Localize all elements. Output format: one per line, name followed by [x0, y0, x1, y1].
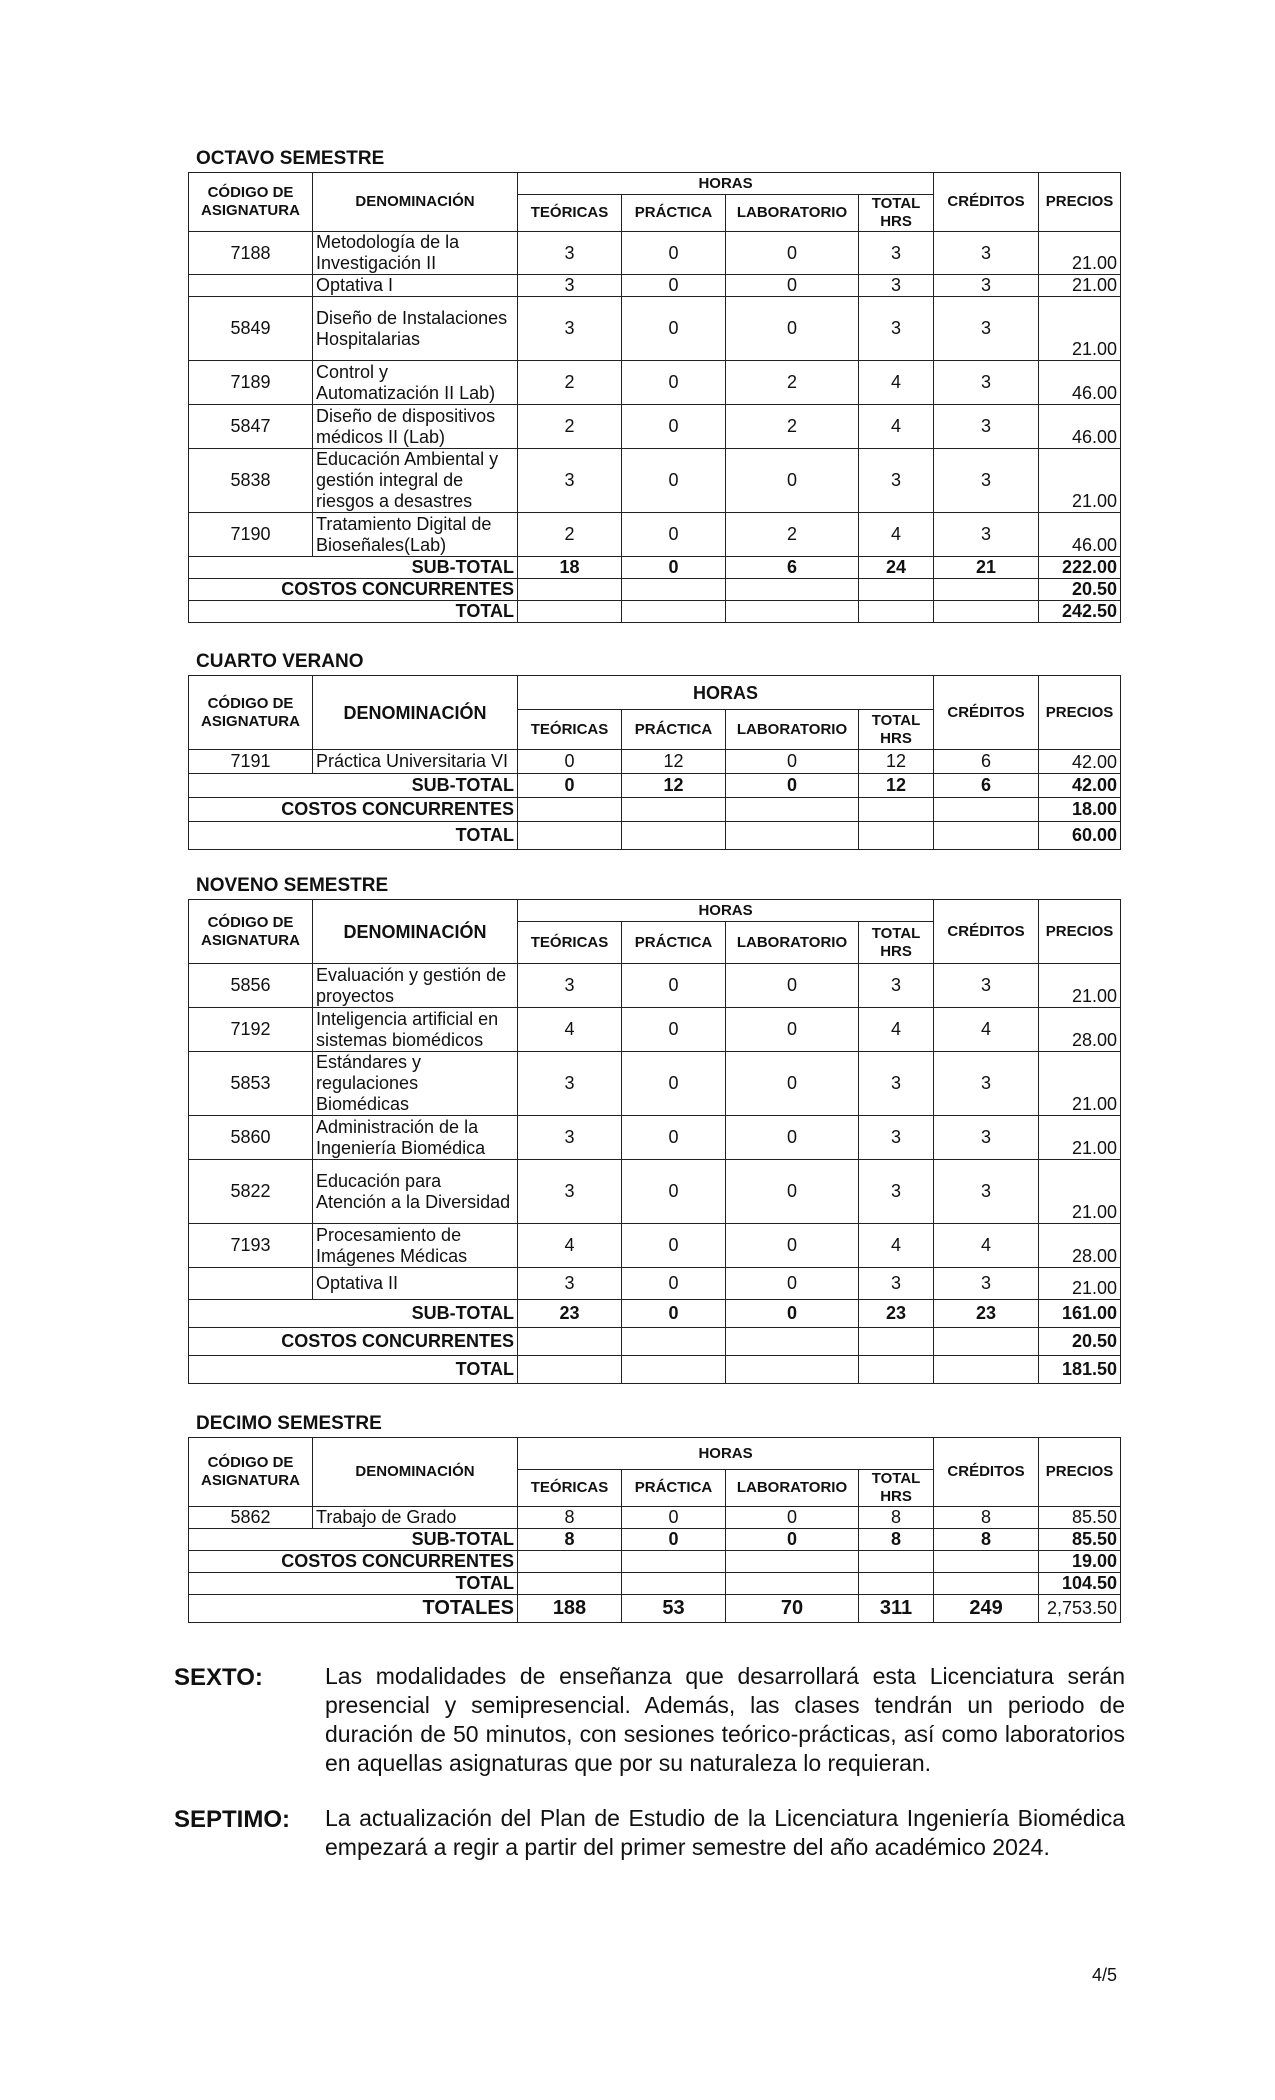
table-row — [189, 232, 1121, 275]
teoricas-value: 3 — [518, 1116, 622, 1160]
laboratorio-value: 0 — [726, 1116, 859, 1160]
section-title-verano: CUARTO VERANO — [196, 651, 364, 672]
creditos-value: 3 — [934, 275, 1039, 297]
precio-value: 46.00 — [1039, 405, 1121, 449]
subtotal-th: 12 — [859, 774, 934, 798]
precio-value: 21.00 — [1039, 964, 1121, 1008]
precio-value: 21.00 — [1039, 275, 1121, 297]
teoricas-value: 3 — [518, 1052, 622, 1116]
creditos-value: 3 — [934, 1116, 1039, 1160]
total-hrs-value: 3 — [859, 1116, 934, 1160]
creditos-value: 6 — [934, 750, 1039, 774]
costos-label: COSTOS CONCURRENTES — [189, 798, 518, 822]
total-label: TOTAL — [189, 1573, 518, 1595]
header-total-hrs: TOTAL HRS — [859, 922, 934, 964]
course-code — [189, 275, 313, 297]
precio-value: 21.00 — [1039, 232, 1121, 275]
header-horas: HORAS — [518, 900, 934, 922]
totales-price: 2,753.50 — [1039, 1595, 1121, 1623]
subtotal-price: 85.50 — [1039, 1529, 1121, 1551]
septimo-text: La actualización del Plan de Estudio de la Licenciatura Ingeniería Biomédica empezará a regir a partir del primer semestre del año académico 2024. — [325, 1805, 1125, 1860]
total-hrs-value: 12 — [859, 750, 934, 774]
course-name: Optativa II — [313, 1268, 518, 1300]
course-name: Educación Ambiental y gestión integral de riesgos a desastres — [313, 449, 518, 513]
course-code: 7190 — [189, 513, 313, 557]
total-hrs-value: 3 — [859, 964, 934, 1008]
totales-label: TOTALES — [189, 1595, 518, 1623]
laboratorio-value: 0 — [726, 297, 859, 361]
course-name: Inteligencia artificial en sistemas biomédicos — [313, 1008, 518, 1052]
subtotal-th: 23 — [859, 1300, 934, 1328]
total-hrs-value: 3 — [859, 1160, 934, 1224]
table-row — [189, 1268, 1121, 1300]
creditos-value: 3 — [934, 1052, 1039, 1116]
laboratorio-value: 0 — [726, 1507, 859, 1529]
course-name: Diseño de Instalaciones Hospitalarias — [313, 297, 518, 361]
subtotal-c: 8 — [934, 1529, 1039, 1551]
section-title-decimo: DECIMO SEMESTRE — [196, 1413, 382, 1434]
header-teoricas: TEÓRICAS — [518, 195, 622, 232]
header-practica: PRÁCTICA — [622, 1470, 726, 1507]
teoricas-value: 3 — [518, 275, 622, 297]
subtotal-t: 8 — [518, 1529, 622, 1551]
course-code: 5853 — [189, 1052, 313, 1116]
subtotal-p: 0 — [622, 1300, 726, 1328]
practica-value: 12 — [622, 750, 726, 774]
table-octavo — [188, 172, 1121, 623]
header-denominacion: DENOMINACIÓN — [313, 676, 518, 750]
creditos-value: 4 — [934, 1224, 1039, 1268]
header-precios: PRECIOS — [1039, 900, 1121, 964]
course-code: 7193 — [189, 1224, 313, 1268]
creditos-value: 3 — [934, 449, 1039, 513]
table-row — [189, 750, 1121, 774]
total-value: 242.50 — [1039, 601, 1121, 623]
totales-p: 53 — [622, 1595, 726, 1623]
header-teoricas: TEÓRICAS — [518, 1470, 622, 1507]
subtotal-th: 24 — [859, 557, 934, 579]
subtotal-t: 23 — [518, 1300, 622, 1328]
precio-value: 21.00 — [1039, 1052, 1121, 1116]
subtotal-t: 0 — [518, 774, 622, 798]
laboratorio-value: 0 — [726, 275, 859, 297]
precio-value: 21.00 — [1039, 297, 1121, 361]
laboratorio-value: 0 — [726, 1224, 859, 1268]
laboratorio-value: 0 — [726, 1008, 859, 1052]
header-total-hrs: TOTAL HRS — [859, 710, 934, 750]
laboratorio-value: 0 — [726, 1160, 859, 1224]
header-horas: HORAS — [518, 173, 934, 195]
precio-value: 46.00 — [1039, 513, 1121, 557]
course-name: Diseño de dispositivos médicos II (Lab) — [313, 405, 518, 449]
course-code: 7192 — [189, 1008, 313, 1052]
creditos-value: 8 — [934, 1507, 1039, 1529]
header-laboratorio: LABORATORIO — [726, 195, 859, 232]
header-creditos: CRÉDITOS — [934, 1438, 1039, 1507]
creditos-value: 3 — [934, 232, 1039, 275]
practica-value: 0 — [622, 275, 726, 297]
course-code: 7191 — [189, 750, 313, 774]
total-value: 104.50 — [1039, 1573, 1121, 1595]
header-laboratorio: LABORATORIO — [726, 922, 859, 964]
table-row — [189, 1160, 1121, 1224]
header-codigo: CÓDIGO DE ASIGNATURA — [189, 173, 313, 232]
costos-label: COSTOS CONCURRENTES — [189, 1551, 518, 1573]
practica-value: 0 — [622, 297, 726, 361]
laboratorio-value: 2 — [726, 513, 859, 557]
header-codigo: CÓDIGO DE ASIGNATURA — [189, 1438, 313, 1507]
course-code: 5860 — [189, 1116, 313, 1160]
subtotal-p: 12 — [622, 774, 726, 798]
laboratorio-value: 2 — [726, 405, 859, 449]
subtotal-p: 0 — [622, 557, 726, 579]
table-verano — [188, 675, 1121, 850]
creditos-value: 3 — [934, 361, 1039, 405]
laboratorio-value: 0 — [726, 750, 859, 774]
total-hrs-value: 4 — [859, 513, 934, 557]
practica-value: 0 — [622, 232, 726, 275]
laboratorio-value: 2 — [726, 361, 859, 405]
creditos-value: 3 — [934, 1160, 1039, 1224]
teoricas-value: 3 — [518, 297, 622, 361]
creditos-value: 3 — [934, 513, 1039, 557]
subtotal-label: SUB-TOTAL — [189, 774, 518, 798]
totales-c: 249 — [934, 1595, 1039, 1623]
course-code: 5838 — [189, 449, 313, 513]
practica-value: 0 — [622, 1160, 726, 1224]
subtotal-price: 42.00 — [1039, 774, 1121, 798]
costos-value: 20.50 — [1039, 579, 1121, 601]
sexto-label: SEXTO: — [174, 1664, 263, 1691]
header-practica: PRÁCTICA — [622, 922, 726, 964]
teoricas-value: 0 — [518, 750, 622, 774]
costos-value: 20.50 — [1039, 1328, 1121, 1356]
subtotal-price: 222.00 — [1039, 557, 1121, 579]
course-code: 5847 — [189, 405, 313, 449]
course-name: Tratamiento Digital de Bioseñales(Lab) — [313, 513, 518, 557]
total-hrs-value: 3 — [859, 275, 934, 297]
total-label: TOTAL — [189, 822, 518, 850]
teoricas-value: 3 — [518, 1160, 622, 1224]
header-teoricas: TEÓRICAS — [518, 710, 622, 750]
total-hrs-value: 4 — [859, 1224, 934, 1268]
header-creditos: CRÉDITOS — [934, 900, 1039, 964]
total-label: TOTAL — [189, 601, 518, 623]
course-code: 5856 — [189, 964, 313, 1008]
subtotal-c: 23 — [934, 1300, 1039, 1328]
total-hrs-value: 3 — [859, 1052, 934, 1116]
totales-t: 188 — [518, 1595, 622, 1623]
table-row — [189, 1116, 1121, 1160]
header-precios: PRECIOS — [1039, 1438, 1121, 1507]
total-hrs-value: 3 — [859, 449, 934, 513]
course-name: Metodología de la Investigación II — [313, 232, 518, 275]
practica-value: 0 — [622, 1268, 726, 1300]
course-name: Estándares y regulaciones Biomédicas — [313, 1052, 518, 1116]
laboratorio-value: 0 — [726, 964, 859, 1008]
course-code: 5822 — [189, 1160, 313, 1224]
header-creditos: CRÉDITOS — [934, 676, 1039, 750]
subtotal-t: 18 — [518, 557, 622, 579]
course-code: 5849 — [189, 297, 313, 361]
course-name: Administración de la Ingeniería Biomédica — [313, 1116, 518, 1160]
course-name: Educación para Atención a la Diversidad — [313, 1160, 518, 1224]
total-hrs-value: 4 — [859, 361, 934, 405]
creditos-value: 3 — [934, 405, 1039, 449]
creditos-value: 3 — [934, 1268, 1039, 1300]
header-practica: PRÁCTICA — [622, 710, 726, 750]
teoricas-value: 8 — [518, 1507, 622, 1529]
header-denominacion: DENOMINACIÓN — [313, 1438, 518, 1507]
practica-value: 0 — [622, 964, 726, 1008]
header-horas: HORAS — [518, 676, 934, 710]
table-row — [189, 405, 1121, 449]
costos-label: COSTOS CONCURRENTES — [189, 579, 518, 601]
course-code: 7188 — [189, 232, 313, 275]
precio-value: 21.00 — [1039, 1160, 1121, 1224]
teoricas-value: 2 — [518, 405, 622, 449]
header-horas: HORAS — [518, 1438, 934, 1470]
course-name: Evaluación y gestión de proyectos — [313, 964, 518, 1008]
page-number: 4/5 — [1092, 1965, 1118, 1985]
precio-value: 21.00 — [1039, 449, 1121, 513]
subtotal-l: 0 — [726, 1529, 859, 1551]
practica-value: 0 — [622, 1052, 726, 1116]
teoricas-value: 3 — [518, 449, 622, 513]
table-row — [189, 361, 1121, 405]
total-hrs-value: 8 — [859, 1507, 934, 1529]
practica-value: 0 — [622, 1008, 726, 1052]
totales-th: 311 — [859, 1595, 934, 1623]
teoricas-value: 3 — [518, 964, 622, 1008]
precio-value: 46.00 — [1039, 361, 1121, 405]
precio-value: 21.00 — [1039, 1268, 1121, 1300]
subtotal-l: 6 — [726, 557, 859, 579]
subtotal-c: 6 — [934, 774, 1039, 798]
costos-value: 18.00 — [1039, 798, 1121, 822]
subtotal-l: 0 — [726, 1300, 859, 1328]
header-codigo: CÓDIGO DE ASIGNATURA — [189, 676, 313, 750]
total-hrs-value: 3 — [859, 232, 934, 275]
laboratorio-value: 0 — [726, 1052, 859, 1116]
header-denominacion: DENOMINACIÓN — [313, 900, 518, 964]
creditos-value: 3 — [934, 297, 1039, 361]
table-row — [189, 449, 1121, 513]
sexto-text: Las modalidades de enseñanza que desarrollará esta Licenciatura serán presencial y semipresencial. Además, las clases tendrán un periodo de duración de 50 minutos, con sesiones teórico-prácticas, así como laboratorios en aquellas asignaturas que por su naturaleza lo requieran. — [325, 1663, 1125, 1776]
table-row — [189, 1052, 1121, 1116]
costos-value: 19.00 — [1039, 1551, 1121, 1573]
header-codigo: CÓDIGO DE ASIGNATURA — [189, 900, 313, 964]
table-noveno — [188, 899, 1121, 1384]
subtotal-label: SUB-TOTAL — [189, 1529, 518, 1551]
table-row — [189, 964, 1121, 1008]
teoricas-value: 2 — [518, 513, 622, 557]
subtotal-c: 21 — [934, 557, 1039, 579]
total-value: 181.50 — [1039, 1356, 1121, 1384]
header-practica: PRÁCTICA — [622, 195, 726, 232]
table-row — [189, 1008, 1121, 1052]
course-name: Optativa I — [313, 275, 518, 297]
table-row — [189, 1507, 1121, 1529]
laboratorio-value: 0 — [726, 1268, 859, 1300]
precio-value: 85.50 — [1039, 1507, 1121, 1529]
costos-label: COSTOS CONCURRENTES — [189, 1328, 518, 1356]
header-total-hrs: TOTAL HRS — [859, 1470, 934, 1507]
laboratorio-value: 0 — [726, 449, 859, 513]
precio-value: 42.00 — [1039, 750, 1121, 774]
total-hrs-value: 4 — [859, 1008, 934, 1052]
table-row — [189, 513, 1121, 557]
section-title-noveno: NOVENO SEMESTRE — [196, 875, 389, 896]
teoricas-value: 4 — [518, 1008, 622, 1052]
course-name: Procesamiento de Imágenes Médicas — [313, 1224, 518, 1268]
table-row — [189, 297, 1121, 361]
table-decimo — [188, 1437, 1121, 1623]
laboratorio-value: 0 — [726, 232, 859, 275]
creditos-value: 4 — [934, 1008, 1039, 1052]
subtotal-th: 8 — [859, 1529, 934, 1551]
header-denominacion: DENOMINACIÓN — [313, 173, 518, 232]
course-name: Trabajo de Grado — [313, 1507, 518, 1529]
subtotal-p: 0 — [622, 1529, 726, 1551]
practica-value: 0 — [622, 1507, 726, 1529]
header-precios: PRECIOS — [1039, 676, 1121, 750]
total-value: 60.00 — [1039, 822, 1121, 850]
course-name: Práctica Universitaria VI — [313, 750, 518, 774]
practica-value: 0 — [622, 513, 726, 557]
subtotal-label: SUB-TOTAL — [189, 1300, 518, 1328]
creditos-value: 3 — [934, 964, 1039, 1008]
header-precios: PRECIOS — [1039, 173, 1121, 232]
subtotal-l: 0 — [726, 774, 859, 798]
header-teoricas: TEÓRICAS — [518, 922, 622, 964]
header-laboratorio: LABORATORIO — [726, 710, 859, 750]
teoricas-value: 2 — [518, 361, 622, 405]
teoricas-value: 3 — [518, 232, 622, 275]
course-code: 5862 — [189, 1507, 313, 1529]
total-hrs-value: 4 — [859, 405, 934, 449]
total-hrs-value: 3 — [859, 1268, 934, 1300]
table-row — [189, 275, 1121, 297]
subtotal-label: SUB-TOTAL — [189, 557, 518, 579]
total-label: TOTAL — [189, 1356, 518, 1384]
practica-value: 0 — [622, 1116, 726, 1160]
header-creditos: CRÉDITOS — [934, 173, 1039, 232]
header-total-hrs: TOTAL HRS — [859, 195, 934, 232]
course-code: 7189 — [189, 361, 313, 405]
precio-value: 28.00 — [1039, 1224, 1121, 1268]
practica-value: 0 — [622, 361, 726, 405]
header-laboratorio: LABORATORIO — [726, 1470, 859, 1507]
practica-value: 0 — [622, 405, 726, 449]
total-hrs-value: 3 — [859, 297, 934, 361]
teoricas-value: 3 — [518, 1268, 622, 1300]
table-row — [189, 1224, 1121, 1268]
totales-l: 70 — [726, 1595, 859, 1623]
septimo-label: SEPTIMO: — [174, 1806, 291, 1833]
practica-value: 0 — [622, 449, 726, 513]
section-title-octavo: OCTAVO SEMESTRE — [196, 148, 385, 169]
precio-value: 21.00 — [1039, 1116, 1121, 1160]
precio-value: 28.00 — [1039, 1008, 1121, 1052]
practica-value: 0 — [622, 1224, 726, 1268]
course-name: Control y Automatización II Lab) — [313, 361, 518, 405]
subtotal-price: 161.00 — [1039, 1300, 1121, 1328]
teoricas-value: 4 — [518, 1224, 622, 1268]
course-code — [189, 1268, 313, 1300]
